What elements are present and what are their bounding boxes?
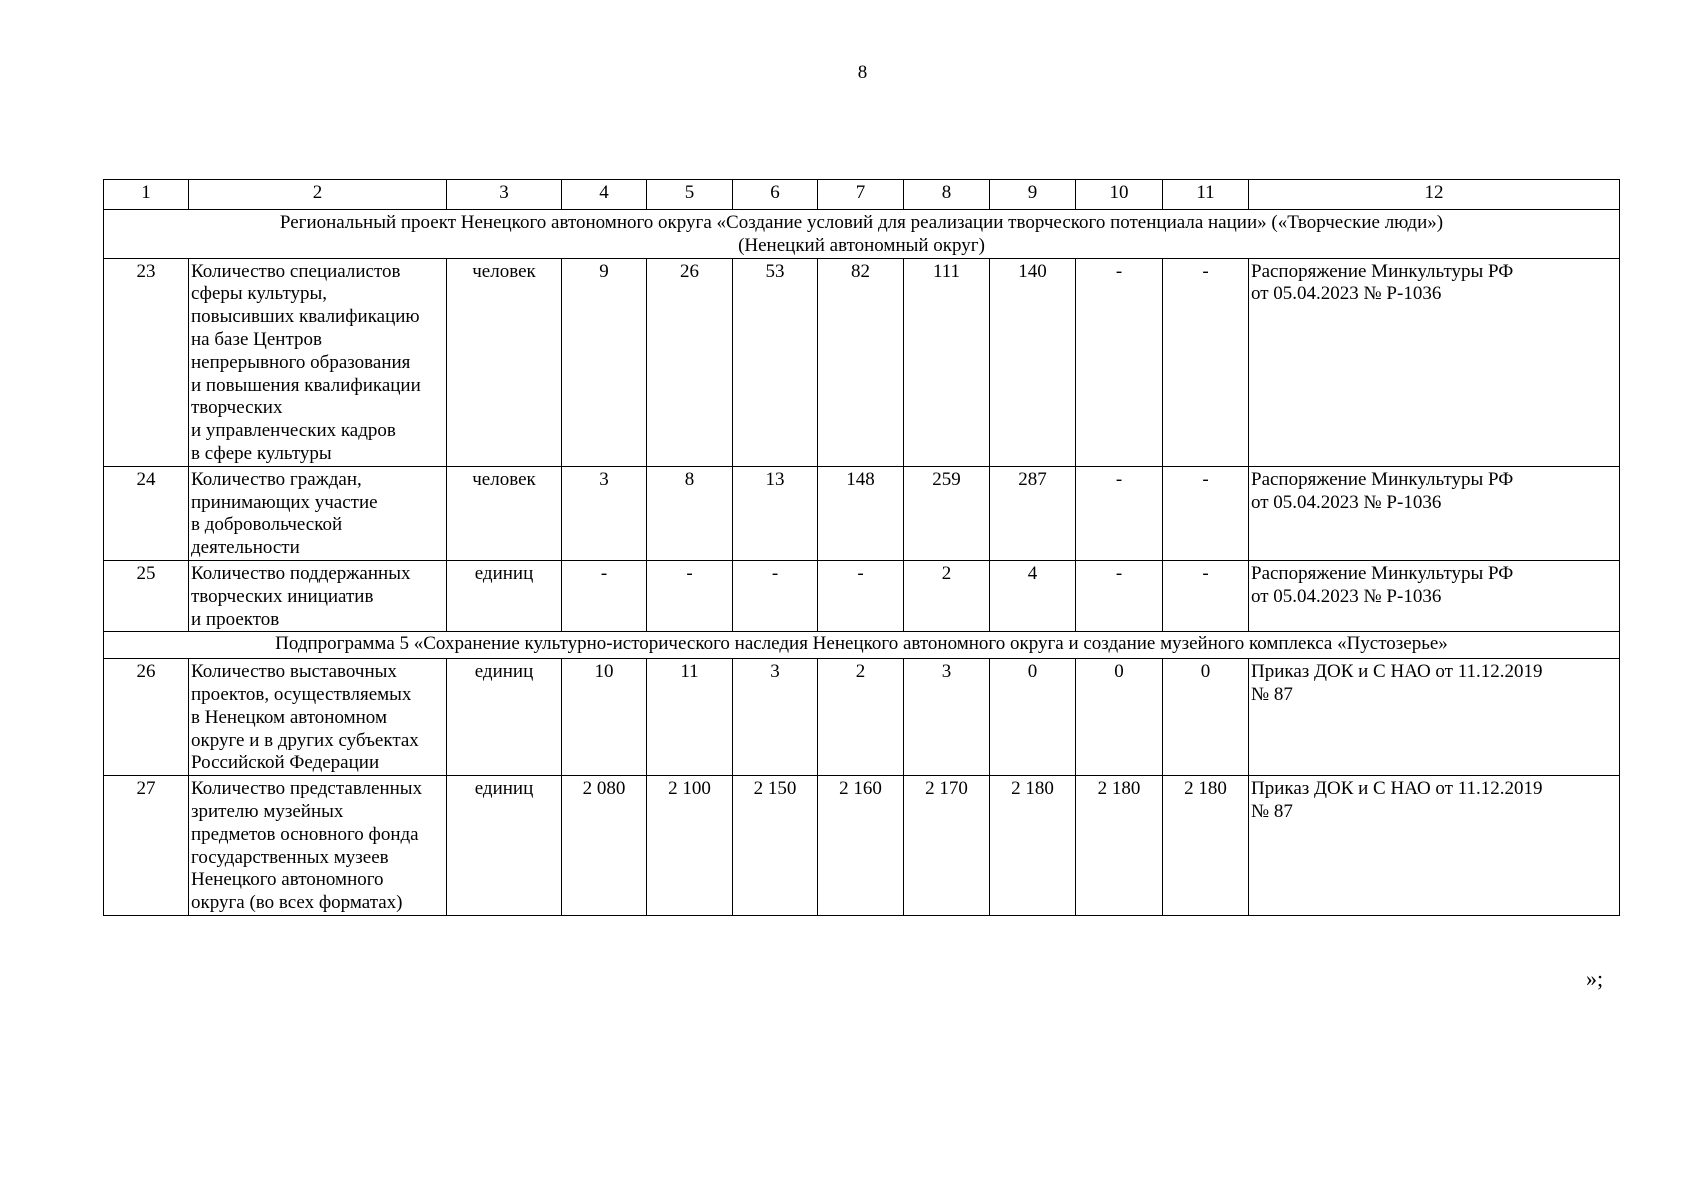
value-cell: - (1163, 258, 1249, 466)
row-number-cell: 23 (104, 258, 189, 466)
value-cell: - (562, 560, 647, 631)
row-number-cell: 25 (104, 560, 189, 631)
source-document-cell: Приказ ДОК и С НАО от 11.12.2019 № 87 (1249, 659, 1620, 776)
column-header: 8 (904, 180, 990, 210)
column-header: 1 (104, 180, 189, 210)
indicator-name-cell: Количество выставочных проектов, осуществляемых в Ненецком автономном округе и в других субъектах Российской Федерации (189, 659, 447, 776)
column-header: 5 (647, 180, 733, 210)
section-title-line: Региональный проект Ненецкого автономного округа «Создание условий для реализации творческого потенциала нации» («Творческие люди») (279, 212, 1444, 233)
value-cell: 0 (1076, 659, 1163, 776)
page-number: 8 (857, 62, 868, 83)
section-title-line: Подпрограмма 5 «Сохранение культурно-исторического наследия Ненецкого автономного округа и создание музейного комплекса «Пустозерье» (275, 633, 1448, 655)
value-cell: - (647, 560, 733, 631)
unit-cell: единиц (447, 776, 562, 916)
table-body (104, 180, 1620, 916)
table-row (104, 466, 1620, 560)
value-cell: 2 180 (990, 776, 1076, 916)
value-cell: 2 080 (562, 776, 647, 916)
section-heading-subprogram-5 (104, 632, 1620, 659)
table-row (104, 776, 1620, 916)
value-cell: 82 (818, 258, 904, 466)
unit-cell: человек (447, 466, 562, 560)
column-header: 7 (818, 180, 904, 210)
table-row (104, 659, 1620, 776)
value-cell: 3 (733, 659, 818, 776)
source-document-cell: Распоряжение Минкультуры РФ от 05.04.2023 № Р-1036 (1249, 466, 1620, 560)
value-cell: - (1076, 560, 1163, 631)
unit-cell: единиц (447, 659, 562, 776)
value-cell: 8 (647, 466, 733, 560)
value-cell: 2 180 (1163, 776, 1249, 916)
column-header: 3 (447, 180, 562, 210)
closing-quote-mark: »; (1586, 966, 1604, 991)
value-cell: - (818, 560, 904, 631)
value-cell: - (733, 560, 818, 631)
value-cell: 3 (562, 466, 647, 560)
value-cell: 148 (818, 466, 904, 560)
row-number-cell: 27 (104, 776, 189, 916)
value-cell: 0 (1163, 659, 1249, 776)
section-subtitle-line: (Ненецкий автономный округ) (738, 234, 985, 256)
column-header: 4 (562, 180, 647, 210)
indicators-table (103, 179, 1620, 916)
value-cell: 10 (562, 659, 647, 776)
unit-cell: единиц (447, 560, 562, 631)
column-header: 11 (1163, 180, 1249, 210)
value-cell: 26 (647, 258, 733, 466)
value-cell: 2 180 (1076, 776, 1163, 916)
column-header: 2 (189, 180, 447, 210)
unit-cell: человек (447, 258, 562, 466)
value-cell: 111 (904, 258, 990, 466)
row-number-cell: 24 (104, 466, 189, 560)
value-cell: 13 (733, 466, 818, 560)
value-cell: 2 100 (647, 776, 733, 916)
value-cell: 4 (990, 560, 1076, 631)
value-cell: - (1076, 258, 1163, 466)
value-cell: 140 (990, 258, 1076, 466)
table-row (104, 258, 1620, 466)
row-number-cell: 26 (104, 659, 189, 776)
value-cell: 53 (733, 258, 818, 466)
value-cell: - (1076, 466, 1163, 560)
value-cell: - (1163, 466, 1249, 560)
column-header: 10 (1076, 180, 1163, 210)
value-cell: 11 (647, 659, 733, 776)
indicator-name-cell: Количество граждан, принимающих участие в добровольческой деятельности (189, 466, 447, 560)
value-cell: - (1163, 560, 1249, 631)
column-header: 12 (1249, 180, 1620, 210)
indicator-name-cell: Количество поддержанных творческих инициатив и проектов (189, 560, 447, 631)
value-cell: 287 (990, 466, 1076, 560)
table-row (104, 560, 1620, 631)
source-document-cell: Распоряжение Минкультуры РФ от 05.04.2023 № Р-1036 (1249, 258, 1620, 466)
value-cell: 9 (562, 258, 647, 466)
source-document-cell: Распоряжение Минкультуры РФ от 05.04.2023 № Р-1036 (1249, 560, 1620, 631)
column-number-header (104, 180, 1620, 210)
source-document-cell: Приказ ДОК и С НАО от 11.12.2019 № 87 (1249, 776, 1620, 916)
indicator-name-cell: Количество специалистов сферы культуры, повысивших квалификацию на базе Центров непрерывного образования и повышения квалификации творческих и управленческих кадров в сфере культуры (189, 258, 447, 466)
column-header: 9 (990, 180, 1076, 210)
value-cell: 2 (904, 560, 990, 631)
value-cell: 2 150 (733, 776, 818, 916)
indicator-name-cell: Количество представленных зрителю музейных предметов основного фонда государственных музеев Ненецкого автономного округа (во всех форматах) (189, 776, 447, 916)
value-cell: 2 (818, 659, 904, 776)
column-header: 6 (733, 180, 818, 210)
value-cell: 0 (990, 659, 1076, 776)
value-cell: 3 (904, 659, 990, 776)
section-heading-regional-project (104, 210, 1620, 259)
value-cell: 2 170 (904, 776, 990, 916)
value-cell: 2 160 (818, 776, 904, 916)
value-cell: 259 (904, 466, 990, 560)
